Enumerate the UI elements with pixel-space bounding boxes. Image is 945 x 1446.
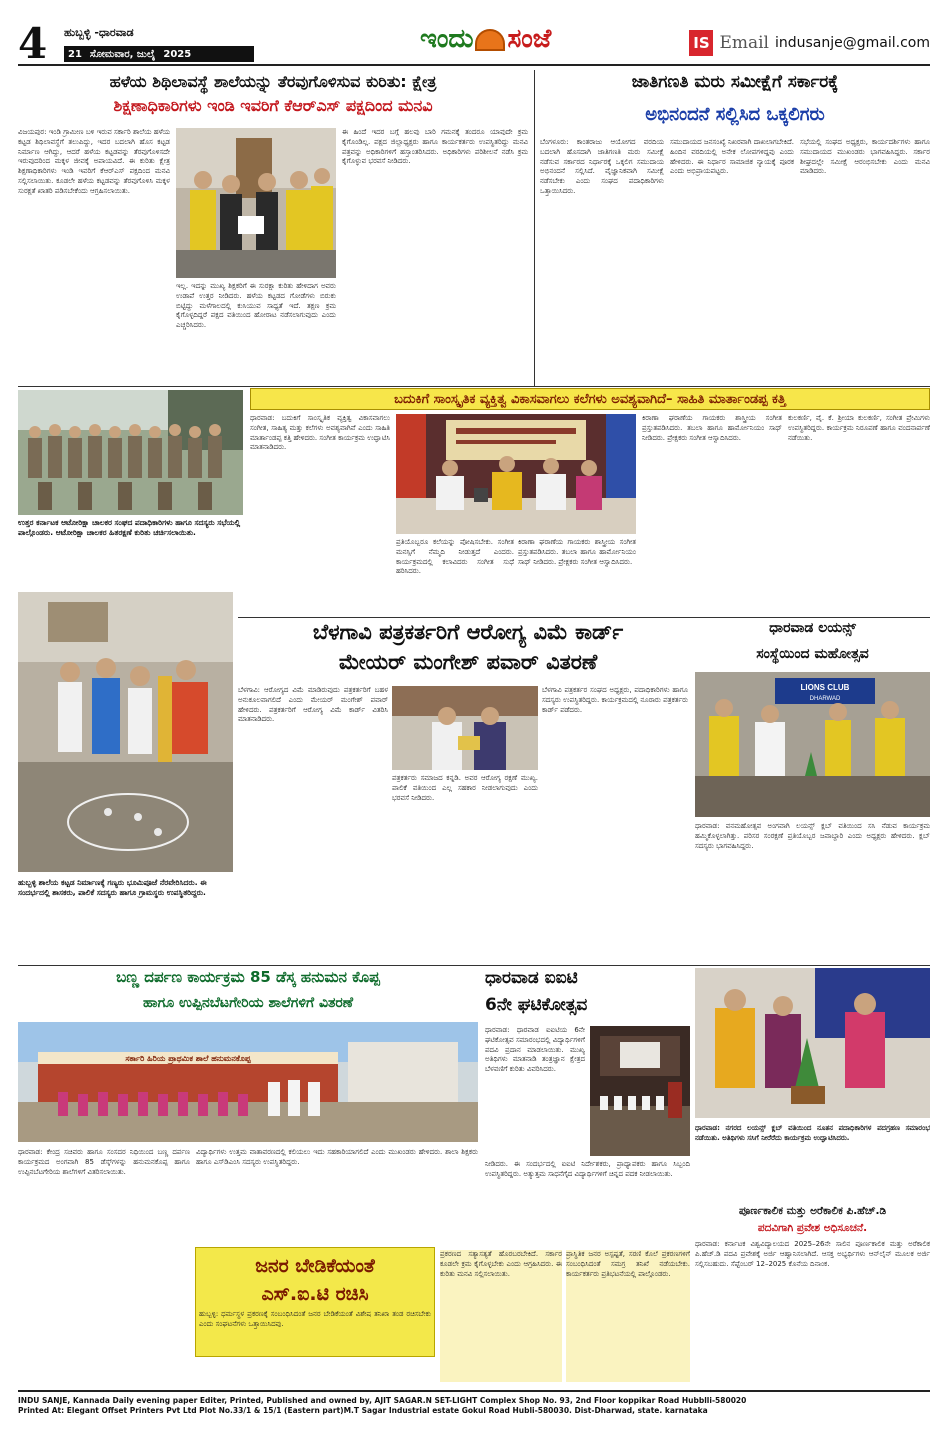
column-rule [534,70,535,386]
story4-headline-line1: ಬೆಳಗಾವಿ ಪತ್ರಕರ್ತರಿಗೆ ಆರೋಗ್ಯ ವಿಮೆ ಕಾರ್ಡ್ [312,620,624,644]
section-rule [238,617,930,618]
iit-convocation-photo [590,1026,690,1156]
date-strip [64,46,254,62]
story1-headline-line1: ಹಳೆಯ ಶಿಥಿಲಾವಸ್ಥೆ ಶಾಲೆಯನ್ನು ತೆರವುಗೊಳಿಸುವ ಕುರಿತು: ಕ್ಷೇತ್ರ [109,72,437,91]
imprint-line1: INDU SANJE, Kannada Daily evening paper Editer, Printed, Published and owned by, AJIT SAGAR.N SET-LIGHT Complex Shop No. 93, 2nd Floor koppikar Road Hubblli-580020 [18,1396,747,1405]
story2-body-col3: ಸಭೆಯಲ್ಲಿ ಸಂಘದ ಅಧ್ಯಕ್ಷರು, ಕಾರ್ಯದರ್ಶಿಗಳು ಹಾಗೂ ಸಮುದಾಯದ ಮುಖಂಡರು ಭಾಗವಹಿಸಿದ್ದರು. ಸರ್ಕಾರ ಶೀಘ್ರದಲ್ಲೇ ಸಮೀಕ್ಷೆ ಆರಂಭಿಸಬೇಕು ಎಂದು ಮನವಿ ಮಾಡಿದರು. [800,138,930,176]
desk-distribution-photo [18,1022,478,1142]
story3-body-col3: ಕಿರಾಣಾ ಘರಾಣೆಯ ಗಾಯಕರು ಶಾಸ್ತ್ರೀಯ ಸಂಗೀತ ಪ್ರಸ್ತುತಪಡಿಸಿದರು. ತಬಲಾ ಹಾಗೂ ಹಾರ್ಮೋನಿಯಂ ಸಾಥ್ ನೀಡಿದರು. ಪ್ರೇಕ್ಷಕರು ಸಂಗೀತ ಆಸ್ವಾದಿಸಿದರು. [518,538,636,566]
mayor-handover-photo [392,686,538,770]
newspaper-logo [420,24,551,55]
lions-banner-text2: DHARWAD [809,696,841,702]
story3-body-col4: ಕುಲಕರ್ಣಿ, ವೈ. ಕೆ. ಶ್ರೀಯಾ ಕುಲಕರ್ಣಿ, ಸಂಗೀತ ಪ್ರೇಮಿಗಳು ಉಪಸ್ಥಿತರಿದ್ದರು. ಕಾರ್ಯಕ್ರಮ ನಿರೂಪಣೆ ಹಾಗೂ ವಂದನಾರ್ಪಣೆ ನಡೆಯಿತು. [788,414,930,442]
story2-headline-line1: ಜಾತಿಗಣತಿ ಮರು ಸಮೀಕ್ಷೆಗೆ ಸರ್ಕಾರಕ್ಕೆ [631,72,839,92]
story1-body-col1: ವಿಜಯಪುರ: ಇಂಡಿ ಗ್ರಾಮೀಣ ಬಳಿ ಇರುವ ಸರ್ಕಾರಿ ಶಾಲೆಯ ಹಳೆಯ ಕಟ್ಟಡ ಶಿಥಿಲಾವಸ್ಥೆಗೆ ತಲುಪಿದ್ದು, ಇದರ ಬದಲಾಗಿ ಹೊಸ ಕಟ್ಟಡ ನಿರ್ಮಾಣ ಆಗಿದ್ದು, ಆದರೆ ಹಳೆಯ ಕಟ್ಟಡವನ್ನು ತೆರವುಗೊಳಿಸದೇ ಇರುವುದರಿಂದ ಮಕ್ಕಳ ಜೀವಕ್ಕೆ ಅಪಾಯವಿದೆ. ಈ ಕುರಿತು ಕ್ಷೇತ್ರ ಶಿಕ್ಷಣಾಧಿಕಾರಿಗಳು ಇಂಡಿ ಇವರಿಗೆ ಕೆಆರ್‌ಎಸ್ ಪಕ್ಷದಿಂದ ಮನವಿ ಸಲ್ಲಿಸಲಾಯಿತು. ಕೂಡಲೇ ಹಳೆಯ ಕಟ್ಟಡವನ್ನು ತೆರವುಗೊಳಿಸಿ ಮಕ್ಕಳ ಸುರಕ್ಷತೆ ಖಾತರಿ ಪಡಿಸಬೇಕೆಂದು ಆಗ್ರಹಿಸಲಾಯಿತು. [18,128,170,195]
story7-headline-line2: 6ನೇ ಘಟಿಕೋತ್ಸವ [485,995,588,1015]
story2-body-col2: ಸಮುದಾಯದ ಜನಸಂಖ್ಯೆ ನಿಖರವಾಗಿ ದಾಖಲಾಗಬೇಕಿದೆ. ಹಿಂದಿನ ವರದಿಯಲ್ಲಿ ಅನೇಕ ಲೋಪಗಳಿದ್ದವು ಎಂದು ಹೇಳಿದರು. ಈ ನಿರ್ಧಾರ ಸಾಮಾಜಿಕ ನ್ಯಾಯಕ್ಕೆ ಪೂರಕ ಎಂದು ಅಭಿಪ್ರಾಯಪಟ್ಟರು. [670,138,794,176]
masthead [18,19,930,68]
story8-headline-line1: ಜನರ ಬೇಡಿಕೆಯಂತೆ [255,1255,375,1277]
story6-body-col1: ಧಾರವಾಡ: ಕೇಂದ್ರ ಸಚಿವರು ಹಾಗೂ ಸಂಸದರ ನಿಧಿಯಿಂದ ಬಣ್ಣ ದರ್ಪಣ ಕಾರ್ಯಕ್ರಮದ ಅಂಗವಾಗಿ 85 ಡೆಸ್ಕ್‌ಗಳನ್ನು ಹನುಮನಕೊಪ್ಪ ಹಾಗೂ ಉಪ್ಪಿನಬೆಟಗೇರಿಯ ಶಾಲೆಗಳಿಗೆ ವಿತರಿಸಲಾಯಿತು. [18,1148,190,1176]
brand-right: ಸಂಜೆ [507,24,552,54]
date-weekday-month: ಸೋಮವಾರ, ಜುಲೈ [89,48,156,60]
brand-left: ಇಂದು [420,24,474,54]
section-rule [18,965,930,966]
story3-body-col1: ಧಾರವಾಡ: ಬದುಕಿಗೆ ಸಾಂಸ್ಕೃತಿಕ ವ್ಯಕ್ತಿತ್ವ ವಿಕಾಸವಾಗಲು ಸಂಗೀತ, ಸಾಹಿತ್ಯ ಮತ್ತು ಕಲೆಗಳು ಅವಶ್ಯವಾಗಿವೆ ಎಂದು ಸಾಹಿತಿ ಮಾರ್ತಾಂಡಪ್ಪ ಕತ್ತಿ ಹೇಳಿದರು. ಸಂಗೀತ ಕಾರ್ಯಕ್ರಮ ಉದ್ಘಾಟಿಸಿ ಮಾತನಾಡಿದರು. [250,414,390,452]
story3-headline: ಬದುಕಿಗೆ ಸಾಂಸ್ಕೃತಿಕ ವ್ಯಕ್ತಿತ್ವ ವಿಕಾಸವಾಗಲು ಕಲೆಗಳು ಅವಶ್ಯವಾಗಿದೆ– ಸಾಹಿತಿ ಮಾರ್ತಾಂಡಪ್ಪ ಕತ್ತಿ [250,388,930,410]
story4-body-col2: ಪತ್ರಕರ್ತರು ಸಮಾಜದ ಕನ್ನಡಿ. ಅವರ ಆರೋಗ್ಯ ರಕ್ಷಣೆ ಮುಖ್ಯ. ಪಾಲಿಕೆ ವತಿಯಿಂದ ಎಲ್ಲ ಸಹಕಾರ ನೀಡಲಾಗುವುದು ಎಂದು ಭರವಸೆ ನೀಡಿದರು. [392,774,538,802]
story6-headline-line2: ಹಾಗೂ ಉಪ್ಪಿನಬೆಟಗೇರಿಯ ಶಾಲೆಗಳಿಗೆ ವಿತರಣೆ [142,995,354,1011]
date-day: 21 [68,48,82,60]
story6-headline-line1: ಬಣ್ಣ ದರ್ಪಣ ಕಾರ್ಯಕ್ರಮ 85 ಡೆಸ್ಕ ಹನುಮನ ಕೊಪ್ಪ [116,968,380,986]
story6-body-col2: ವಿದ್ಯಾರ್ಥಿಗಳು ಉತ್ತಮ ವಾತಾವರಣದಲ್ಲಿ ಕಲಿಯಲು ಇದು ಸಹಕಾರಿಯಾಗಲಿದೆ ಎಂದು ಮುಖಂಡರು ಹೇಳಿದರು. ಶಾಲಾ ಶಿಕ್ಷಕರು ಹಾಗೂ ಎಸ್‌ಡಿಎಂಸಿ ಸದಸ್ಯರು ಉಪಸ್ಥಿತರಿದ್ದರು. [196,1148,478,1166]
story3-body-col2: ಪ್ರತಿಯೊಬ್ಬರೂ ಕಲೆಯನ್ನು ಪೋಷಿಸಬೇಕು. ಸಂಗೀತ ಮನಸ್ಸಿಗೆ ನೆಮ್ಮದಿ ನೀಡುತ್ತದೆ ಎಂದರು. ಕಾರ್ಯಕ್ರಮದಲ್ಲಿ ಕಲಾವಿದರು ಸಂಗೀತ ಸುಧೆ ಹರಿಸಿದರು. [396,538,514,576]
story4-body-col1: ಬೆಳಗಾವಿ: ಆರೋಗ್ಯದ ವಿಮೆ ಮಾಡಿರುವುದು ಪತ್ರಕರ್ತರಿಗೆ ಬಹಳ ಅನುಕೂಲವಾಗಲಿದೆ ಎಂದು ಮೇಯರ್ ಮಂಗೇಶ್ ಪವಾರ್ ಹೇಳಿದರು. ಪತ್ರಕರ್ತರಿಗೆ ಆರೋಗ್ಯ ವಿಮೆ ಕಾರ್ಡ್ ವಿತರಿಸಿ ಮಾತನಾಡಿದರು. [238,686,388,724]
story7-headline-line1: ಧಾರವಾಡ ಐಐಟಿ [485,968,578,988]
story4-headline-line2: ಮೇಯರ್ ಮಂಗೇಶ್ ಪವಾರ್ ವಿತರಣೆ [338,650,598,674]
story1-body-col2: ಇಲ್ಲ. ಇದನ್ನು ಮುಖ್ಯ ಶಿಕ್ಷಕರಿಗೆ ಈ ಸುರಕ್ಷಾ ಕುರಿತು ಹೇಳಿದಾಗ ಅವರು ಉಡಾಪೆ ಉತ್ತರ ನೀಡಿದರು. ಹಳೆಯ ಕಟ್ಟಡದ ಗೋಡೆಗಳು ಬಿರುಕು ಬಿಟ್ಟಿದ್ದು ಮಳೆಗಾಲದಲ್ಲಿ ಕುಸಿಯುವ ಸಾಧ್ಯತೆ ಇದೆ. ತಕ್ಷಣ ಕ್ರಮ ಕೈಗೊಳ್ಳದಿದ್ದರೆ ಪಕ್ಷದ ವತಿಯಿಂದ ಹೋರಾಟ ನಡೆಸಲಾಗುವುದು ಎಂದು ಎಚ್ಚರಿಸಿದರು. [176,282,336,330]
story1-headline-line2: ಶಿಕ್ಷಣಾಧಿಕಾರಿಗಳು ಇಂಡಿ ಇವರಿಗೆ ಕೆಆರ್‌ಎಸ್ ಪಕ್ಷದಿಂದ ಮನವಿ [113,96,433,115]
lions-planting-photo [695,672,930,817]
story1-photo [176,128,336,278]
sun-logo-icon [475,29,505,51]
email-label: Email [719,33,769,53]
newspaper-logo-icon: IS [689,30,713,56]
workers-photo-caption: ಉತ್ತರ ಕರ್ನಾಟಕ ಆಟೋರಿಕ್ಷಾ ಚಾಲಕರ ಸಂಘದ ಪದಾಧಿಕಾರಿಗಳು ಹಾಗೂ ಸದಸ್ಯರು ಸಭೆಯಲ್ಲಿ ಪಾಲ್ಗೊಂಡರು. ಆಟೋರಿಕ್ಷಾ ಚಾಲಕರ ಹಿತರಕ್ಷಣೆ ಕುರಿತು ಚರ್ಚಿಸಲಾಯಿತು. [18,518,241,538]
imprint-footer [18,1390,930,1416]
story9-body2: ಧಾರವಾಡ: ಕರ್ನಾಟಕ ವಿಶ್ವವಿದ್ಯಾಲಯದ 2025–26ನೇ ಸಾಲಿನ ಪೂರ್ಣಕಾಲಿಕ ಮತ್ತು ಅರೆಕಾಲಿಕ ಪಿ.ಹೆಚ್.ಡಿ ಪದವಿ ಪ್ರವೇಶಕ್ಕೆ ಅರ್ಜಿ ಆಹ್ವಾನಿಸಲಾಗಿದೆ. ಆಸಕ್ತ ಅಭ್ಯರ್ಥಿಗಳು ಆನ್‌ಲೈನ್ ಮೂಲಕ ಅರ್ಜಿ ಸಲ್ಲಿಸಬಹುದು. ಸೆಪ್ಟೆಂಬರ್ 12–2025 ಕೊನೆಯ ದಿನಾಂಕ. [695,1240,930,1268]
story2-body-col1: ಬೆಂಗಳೂರು: ಕಾಂತರಾಜು ಆಯೋಗದ ವರದಿಯ ಬದಲಾಗಿ ಹೊಸದಾಗಿ ಜಾತಿಗಣತಿ ಮರು ಸಮೀಕ್ಷೆ ನಡೆಸುವ ಸರ್ಕಾರದ ನಿರ್ಧಾರಕ್ಕೆ ಒಕ್ಕಲಿಗ ಸಮುದಾಯ ಅಭಿನಂದನೆ ಸಲ್ಲಿಸಿದೆ. ವೈಜ್ಞಾನಿಕವಾಗಿ ಸಮೀಕ್ಷೆ ನಡೆಸಬೇಕು ಎಂದು ಸಂಘದ ಪದಾಧಿಕಾರಿಗಳು ಒತ್ತಾಯಿಸಿದರು. [540,138,664,195]
story4-body-col3: ಬೆಳಗಾವಿ ಪತ್ರಕರ್ತರ ಸಂಘದ ಅಧ್ಯಕ್ಷರು, ಪದಾಧಿಕಾರಿಗಳು ಹಾಗೂ ಸದಸ್ಯರು ಉಪಸ್ಥಿತರಿದ್ದರು. ಕಾರ್ಯಕ್ರಮದಲ್ಲಿ ನೂರಾರು ಪತ್ರಕರ್ತರು ಕಾರ್ಡ್ ಪಡೆದರು. [542,686,688,714]
story8-body-col3: ಪ್ರಾಸ್ಥಿತಿಕ ಜನರ ಅಸ್ಪಷ್ಟತೆ, ಸರಣಿ ಕೊಲೆ ಪ್ರಕರಣಗಳಿಗೆ ಸಂಬಂಧಿಸಿದಂತೆ ಸಮಗ್ರ ತನಿಖೆ ನಡೆಯಬೇಕು. ಕಾರ್ಯಕರ್ತರು ಪ್ರತಿಭಟನೆಯಲ್ಲಿ ಪಾಲ್ಗೊಂಡರು. [566,1250,690,1382]
imprint-line2: Printed At: Elegant Offset Printers Pvt Ltd Plot No.33/1 & 15/1 (Eastern part)M.T Sagar Industrial estate Gokul Road Hubli-580030. Dist-Dharwad, state. karnataka [18,1406,708,1416]
story3-body-col3b: ಕಿರಾಣಾ ಘರಾಣೆಯ ಗಾಯಕರು ಶಾಸ್ತ್ರೀಯ ಸಂಗೀತ ಪ್ರಸ್ತುತಪಡಿಸಿದರು. ತಬಲಾ ಹಾಗೂ ಹಾರ್ಮೋನಿಯಂ ಸಾಥ್ ನೀಡಿದರು. ಪ್ರೇಕ್ಷಕರು ಸಂಗೀತ ಆಸ್ವಾದಿಸಿದರು. [642,414,782,442]
date-year: 2025 [163,48,192,60]
story9-headline-line2: ಪದವಿಗಾಗಿ ಪ್ರವೇಶ ಅಧಿಸೂಚನೆ. [757,1222,868,1234]
lions-banner-text: LIONS CLUB [800,683,850,692]
page-number: 4 [18,19,48,68]
story7-body-col3: ನೀಡಿದರು. ಈ ಸಂದರ್ಭದಲ್ಲಿ ಐಐಟಿ ನಿರ್ದೇಶಕರು, ಪ್ರಾಧ್ಯಾಪಕರು ಹಾಗೂ ಸಿಬ್ಬಂದಿ ಉಪಸ್ಥಿತರಿದ್ದರು. ಅತ್ಯುತ್ತಮ ಸಾಧನೆಗೈದ ವಿದ್ಯಾರ್ಥಿಗಳಿಗೆ ಚಿನ್ನದ ಪದಕ ನೀಡಲಾಯಿತು. [485,1160,690,1178]
lions-event-photo [695,968,930,1118]
foundation-ceremony-photo [18,592,233,872]
story7-body-col1: ಧಾರವಾಡ: ಧಾರವಾಡ ಐಐಟಿಯ 6ನೇ ಘಟಿಕೋತ್ಸವ ಸಮಾರಂಭದಲ್ಲಿ ವಿದ್ಯಾರ್ಥಿಗಳಿಗೆ ಪದವಿ ಪ್ರದಾನ ಮಾಡಲಾಯಿತು. ಮುಖ್ಯ ಅತಿಥಿಗಳು ಮಾತನಾಡಿ ತಂತ್ರಜ್ಞಾನ ಕ್ಷೇತ್ರದ ಬೆಳವಣಿಗೆ ಕುರಿತು ವಿವರಿಸಿದರು. [485,1026,585,1074]
school-sign-text: ಸರ್ಕಾರಿ ಹಿರಿಯ ಪ್ರಾಥಮಿಕ ಶಾಲೆ ಹನುಮನಕೊಪ್ಪ [125,1054,251,1063]
story9-headline-line1: ಪೂರ್ಣಕಾಲಿಕ ಮತ್ತು ಅರೆಕಾಲಿಕ ಪಿ.ಹೆಚ್.ಡಿ [738,1205,887,1217]
foundation-photo-caption: ಹುಬ್ಬಳ್ಳಿ ಶಾಲೆಯ ಕಟ್ಟಡ ನಿರ್ಮಾಣಕ್ಕೆ ಗಣ್ಯರು ಭೂಮಿಪೂಜೆ ನೆರವೇರಿಸಿದರು. ಈ ಸಂದರ್ಭದಲ್ಲಿ ಶಾಸಕರು, ಪಾಲಿಕೆ ಸದಸ್ಯರು ಹಾಗೂ ಗ್ರಾಮಸ್ಥರು ಉಪಸ್ಥಿತರಿದ್ದರು. [18,878,207,898]
story5-headline-line1: ಧಾರವಾಡ ಲಯನ್ಸ್ [769,620,856,636]
story9-body: ಧಾರವಾಡ: ನಗರದ ಲಯನ್ಸ್ ಕ್ಲಬ್ ವತಿಯಿಂದ ನೂತನ ಪದಾಧಿಕಾರಿಗಳ ಪದಗ್ರಹಣ ಸಮಾರಂಭ ನಡೆಯಿತು. ಅತಿಥಿಗಳು ಸಸಿಗೆ ನೀರೆರೆದು ಕಾರ್ಯಕ್ರಮ ಉದ್ಘಾಟಿಸಿದರು. [695,1124,930,1142]
story1-body-col3: ಈ ಹಿಂದೆ ಇದರ ಬಗ್ಗೆ ಹಲವು ಬಾರಿ ಗಮನಕ್ಕೆ ತಂದರೂ ಯಾವುದೇ ಕ್ರಮ ಕೈಗೊಂಡಿಲ್ಲ. ಪಕ್ಷದ ಜಿಲ್ಲಾಧ್ಯಕ್ಷರು ಹಾಗೂ ಕಾರ್ಯಕರ್ತರು ಉಪಸ್ಥಿತರಿದ್ದು ಮನವಿ ಪತ್ರವನ್ನು ಅಧಿಕಾರಿಗಳಿಗೆ ಹಸ್ತಾಂತರಿಸಿದರು. ಅಧಿಕಾರಿಗಳು ಪರಿಶೀಲನೆ ನಡೆಸಿ ಕ್ರಮ ಕೈಗೊಳ್ಳುವ ಭರವಸೆ ನೀಡಿದರು. [342,128,528,166]
story5-body: ಧಾರವಾಡ: ವನಮಹೋತ್ಸವ ಅಂಗವಾಗಿ ಲಯನ್ಸ್ ಕ್ಲಬ್ ವತಿಯಿಂದ ಸಸಿ ನೆಡುವ ಕಾರ್ಯಕ್ರಮ ಹಮ್ಮಿಕೊಳ್ಳಲಾಗಿತ್ತು. ಪರಿಸರ ಸಂರಕ್ಷಣೆ ಪ್ರತಿಯೊಬ್ಬರ ಜವಾಬ್ದಾರಿ ಎಂದು ಅಧ್ಯಕ್ಷರು ಹೇಳಿದರು. ಕ್ಲಬ್ ಸದಸ್ಯರು ಭಾಗವಹಿಸಿದ್ದರು. [695,822,930,850]
story8-body-col1: ಹುಬ್ಬಳ್ಳಿ: ಧರ್ಮಸ್ಥಳ ಪ್ರಕರಣಕ್ಕೆ ಸಂಬಂಧಿಸಿದಂತೆ ಜನರ ಬೇಡಿಕೆಯಂತೆ ವಿಶೇಷ ತನಿಖಾ ತಂಡ ರಚಿಸಬೇಕು ಎಂದು ಸಂಘಟನೆಗಳು ಒತ್ತಾಯಿಸಿದವು. [199,1310,431,1328]
story5-headline-line2: ಸಂಸ್ಥೆಯಿಂದ ಮಹೋತ್ಸವ [756,646,869,662]
story8-body-col2: ಪ್ರಕರಣದ ಸತ್ಯಾಸತ್ಯತೆ ಹೊರಬರಬೇಕಿದೆ. ಸರ್ಕಾರ ಕೂಡಲೇ ಕ್ರಮ ಕೈಗೊಳ್ಳಬೇಕು ಎಂದು ಆಗ್ರಹಿಸಿದರು. ಈ ಕುರಿತು ಮನವಿ ಸಲ್ಲಿಸಲಾಯಿತು. [440,1250,562,1382]
section-rule [18,386,930,387]
email-contact [689,30,930,56]
email-address[interactable]: indusanje@gmail.com [774,35,930,51]
workers-group-photo [18,390,243,515]
story8-headline-line2: ಎಸ್.ಐ.ಟಿ ರಚಿಸಿ [261,1283,369,1305]
music-concert-photo [396,414,636,534]
story2-headline-line2: ಅಭಿನಂದನೆ ಸಲ್ಲಿಸಿದ ಒಕ್ಕಲಿಗರು [645,104,825,125]
edition-label: ಹುಬ್ಬಳ್ಳಿ -ಧಾರವಾಡ [64,26,134,39]
